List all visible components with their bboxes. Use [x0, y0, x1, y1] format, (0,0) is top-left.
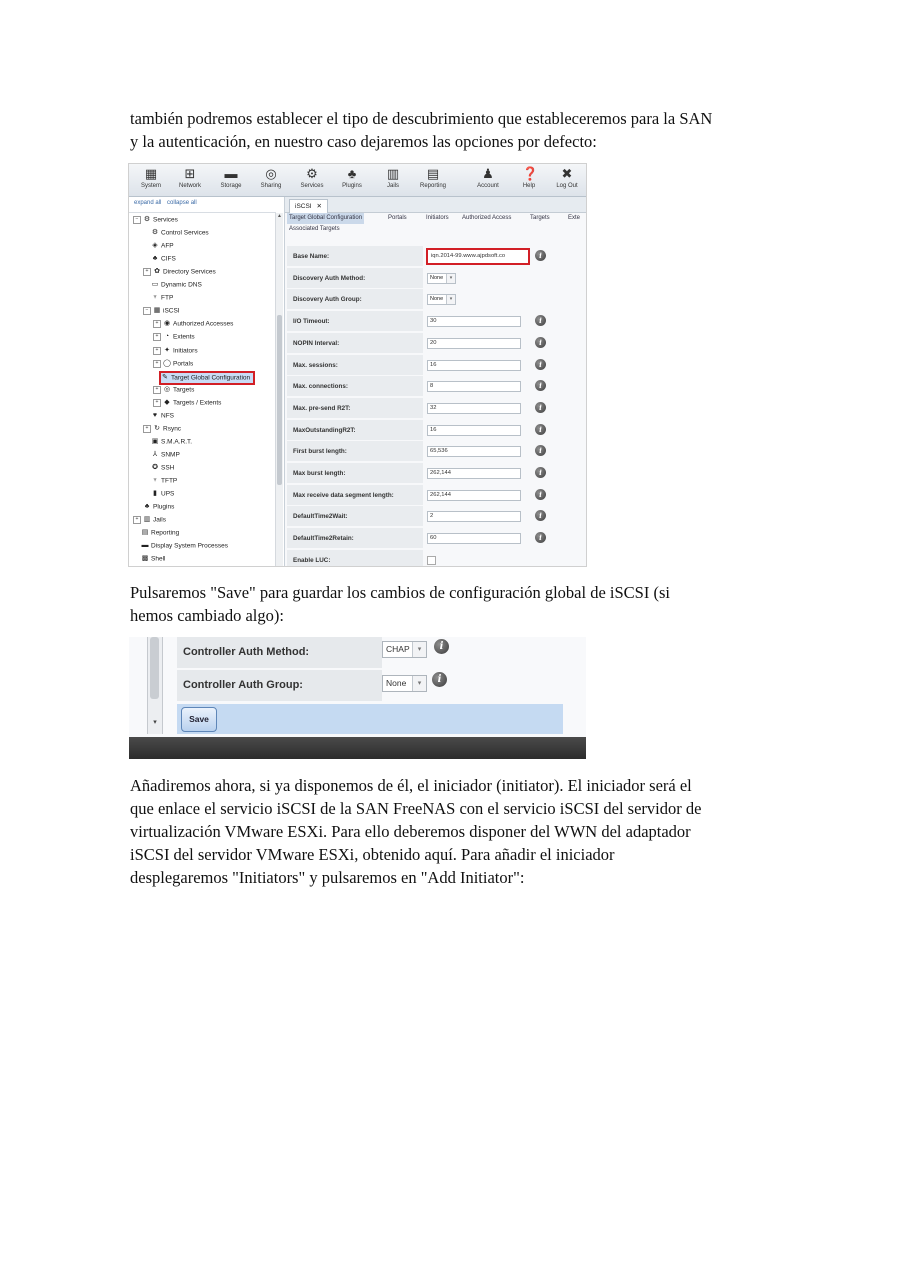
tree-item-label: Targets / Extents: [173, 399, 222, 407]
field-label: Enable LUC:: [287, 550, 423, 566]
controller-auth-group-select[interactable]: [382, 675, 427, 692]
account-icon: ♟: [482, 166, 494, 181]
toolbar-label: Services: [300, 183, 324, 189]
tree-item-directory-services[interactable]: [143, 266, 216, 278]
tree-item-s-m-a-r-t-[interactable]: [151, 436, 192, 448]
tree-item-label: Directory Services: [163, 268, 216, 276]
text-field[interactable]: 65,536: [427, 446, 521, 457]
toolbar-label: Reporting: [419, 183, 446, 189]
tree-item-extents[interactable]: [153, 331, 195, 343]
jails-icon: ▥: [386, 166, 400, 181]
toolbar-label: Jails: [386, 183, 399, 189]
text-field[interactable]: 8: [427, 381, 521, 392]
tree-node-icon: ↻: [154, 424, 160, 432]
text-field[interactable]: 30: [427, 316, 521, 327]
help-icon: ❓: [522, 166, 539, 181]
info-icon[interactable]: i: [432, 672, 447, 687]
logout-icon: ✖: [561, 166, 573, 181]
tree-item-label: Plugins: [153, 503, 175, 511]
tree-node-icon: ◈: [152, 242, 158, 250]
intro-paragraph: [130, 107, 790, 153]
tree-item-plugins[interactable]: [143, 501, 174, 513]
tree-node-icon: ♣: [144, 503, 150, 511]
text-line: hemos cambiado algo):: [130, 606, 284, 625]
tree-item-label: Services: [153, 216, 178, 224]
storage-icon: ▬: [224, 166, 238, 181]
info-icon[interactable]: i: [535, 359, 546, 370]
tree-item-display-system-processes[interactable]: [141, 540, 228, 552]
form-row: [287, 376, 583, 397]
form-row: [287, 441, 583, 462]
form-row: [287, 246, 583, 267]
tree-item-initiators[interactable]: [153, 345, 198, 357]
select-value: CHAP: [386, 644, 410, 654]
tree-item-label: Shell: [151, 556, 166, 564]
field-label: MaxOutstandingR2T:: [287, 420, 423, 441]
tree-item-label: SSH: [161, 464, 175, 472]
save-button-screenshot: [129, 637, 586, 759]
expand-icon[interactable]: +: [143, 425, 151, 433]
collapse-icon[interactable]: −: [143, 307, 151, 315]
tree-node-icon: ▩: [141, 555, 149, 563]
text-line: virtualización VMware ESXi. Para ello deberemos disponer del WWN del adaptador: [130, 822, 691, 841]
toolbar-storage-button[interactable]: [213, 165, 249, 195]
toolbar-label: Account: [477, 183, 499, 189]
controller-auth-group-label: Controller Auth Group:: [177, 670, 382, 701]
config-pane: [285, 197, 586, 566]
field-label: Max. connections:: [287, 376, 423, 397]
tree-item-snmp[interactable]: [151, 449, 180, 461]
save-paragraph: [130, 581, 790, 627]
system-icon: ▦: [144, 166, 158, 181]
tree-item-reporting[interactable]: [141, 527, 179, 539]
tree-item-iscsi[interactable]: [143, 305, 180, 317]
tree-item-label: Rsync: [163, 425, 182, 433]
freenas-iscsi-global-config-screenshot: [129, 164, 586, 566]
tree-node-icon: ✎: [162, 373, 168, 381]
tree-item-label: S.M.A.R.T.: [161, 438, 193, 446]
controller-auth-method-label: Controller Auth Method:: [177, 637, 382, 668]
subtab-target-global-configuration[interactable]: Target Global Configuration: [287, 213, 364, 224]
initiator-paragraph: [130, 774, 790, 889]
toolbar-label: Log Out: [556, 183, 578, 189]
field-label: Base Name:: [287, 246, 423, 267]
toolbar-label: Sharing: [260, 183, 282, 189]
tree-item-label: Portals: [173, 360, 194, 368]
network-icon: ⊞: [184, 166, 196, 181]
tree-node-icon: ▭: [151, 281, 159, 289]
form-row: [287, 485, 583, 506]
tree-item-targets-extents[interactable]: [153, 397, 221, 409]
toolbar-services-button[interactable]: [294, 165, 330, 195]
expand-icon[interactable]: +: [133, 516, 141, 524]
form-row: [287, 550, 583, 566]
toolbar-log-out-button[interactable]: [549, 165, 585, 195]
tree-node-icon: ⚙: [143, 216, 151, 223]
close-icon[interactable]: ✕: [316, 203, 322, 210]
tree-node-icon: ⚙: [151, 229, 159, 237]
info-icon[interactable]: i: [535, 467, 546, 478]
tree-item-label: Control Services: [161, 229, 209, 237]
tree-item-jails[interactable]: [133, 514, 166, 526]
info-icon[interactable]: i: [535, 250, 546, 261]
info-icon[interactable]: i: [434, 639, 449, 654]
subtab-initiators[interactable]: Initiators: [426, 215, 449, 221]
tree-item-cifs[interactable]: [151, 253, 176, 265]
form-row: [287, 506, 583, 527]
text-line: que enlace el servicio iSCSI de la SAN FreeNAS con el servicio iSCSI del servidor de: [130, 799, 702, 818]
tree-item-target-global-configuration[interactable]: [159, 371, 255, 385]
tree-item-label: Initiators: [173, 347, 198, 355]
field-label: First burst length:: [287, 441, 423, 462]
chevron-down-icon: ▾: [412, 676, 426, 691]
subtab-portals[interactable]: Portals: [388, 215, 407, 221]
tree-item-ftp[interactable]: [151, 292, 173, 304]
tree-item-label: SNMP: [161, 451, 180, 459]
info-icon[interactable]: i: [535, 315, 546, 326]
field-label: Discovery Auth Method:: [287, 268, 423, 289]
tree-item-ups[interactable]: [151, 488, 174, 500]
tree-item-shell[interactable]: [141, 553, 165, 565]
tree-item-label: CIFS: [161, 255, 176, 263]
tree-node-icon: ▣: [151, 437, 159, 445]
tab-bar: [285, 197, 586, 213]
select-value: None: [386, 678, 407, 688]
chevron-down-icon: ▾: [446, 295, 455, 304]
toolbar-sharing-button[interactable]: [253, 165, 289, 195]
reporting-icon: ▤: [426, 166, 440, 181]
subtab-authorized-access[interactable]: Authorized Access: [462, 215, 512, 221]
tree-node-icon: ♥: [152, 411, 158, 419]
tree-controls: [134, 200, 201, 206]
text-line: Pulsaremos "Save" para guardar los cambios de configuración global de iSCSI (si: [130, 583, 670, 602]
tree-item-rsync[interactable]: [143, 423, 181, 435]
tree-item-label: Target Global Configuration: [171, 374, 251, 382]
info-icon[interactable]: i: [535, 402, 546, 413]
controller-auth-method-select[interactable]: [382, 641, 427, 658]
form-row: [287, 420, 583, 441]
field-label: NOPIN Interval:: [287, 333, 423, 354]
tree-node-icon: ♆: [152, 477, 158, 484]
navigation-tree-pane: [129, 197, 285, 566]
field-label: DefaultTime2Wait:: [287, 506, 423, 527]
toolbar-label: Plugins: [342, 183, 362, 189]
form-row: [287, 333, 583, 354]
tree-item-label: NFS: [161, 412, 174, 420]
toolbar-account-button[interactable]: [470, 165, 506, 195]
tree-node-icon: ✪: [152, 463, 158, 471]
expand-icon[interactable]: +: [143, 268, 151, 276]
text-field[interactable]: 60: [427, 533, 521, 544]
tree-item-label: UPS: [161, 490, 175, 498]
tree-node-icon: ▥: [143, 516, 151, 524]
expand-icon[interactable]: +: [153, 320, 161, 328]
tree-node-icon: ⅄: [152, 450, 158, 458]
tree-item-label: Authorized Accesses: [173, 321, 234, 329]
tree-node-icon: ♆: [152, 294, 158, 302]
toolbar-jails-button[interactable]: [375, 165, 411, 195]
tree-scrollbar[interactable]: [275, 213, 283, 566]
tree-item-portals[interactable]: [153, 358, 193, 370]
info-icon[interactable]: i: [535, 510, 546, 521]
tree-node-icon: ◎: [163, 385, 171, 393]
tree-item-label: TFTP: [161, 477, 178, 485]
toolbar-label: System: [140, 183, 161, 189]
tree-node-icon: ♣: [152, 255, 158, 263]
toolbar-plugins-button[interactable]: [334, 165, 370, 195]
tree-item-label: Targets: [173, 386, 195, 394]
chevron-down-icon: ▾: [446, 274, 455, 283]
toolbar-label: Network: [178, 183, 201, 189]
field-label: I/O Timeout:: [287, 311, 423, 332]
save-bar: [177, 704, 563, 734]
tree-node-icon: ▬: [141, 542, 149, 550]
tree-item-label: Dynamic DNS: [161, 281, 202, 289]
scroll-thumb[interactable]: [277, 315, 282, 485]
text-field[interactable]: 262,144: [427, 490, 521, 501]
tree-item-control-services[interactable]: [151, 227, 209, 239]
text-field[interactable]: 16: [427, 425, 521, 436]
tree-node-icon: ▤: [141, 529, 149, 537]
form-row: [287, 311, 583, 332]
form-scrollbar[interactable]: [147, 637, 163, 734]
form-row: [287, 398, 583, 419]
tree-item-dynamic-dns[interactable]: [151, 279, 202, 291]
subtab-associated-targets[interactable]: Associated Targets: [289, 226, 340, 232]
expand-all-link[interactable]: expand all: [134, 200, 162, 206]
tree-item-nfs[interactable]: [151, 410, 174, 422]
select-field[interactable]: [427, 294, 456, 305]
scroll-down-arrow[interactable]: ▾: [153, 719, 157, 726]
field-label: Max receive data segment length:: [287, 485, 423, 506]
text-line: Añadiremos ahora, si ya disponemos de él, el iniciador (initiator). El iniciador será el: [130, 776, 692, 795]
toolbar-help-button[interactable]: [511, 165, 547, 195]
subtab-exte[interactable]: Exte: [568, 215, 581, 221]
tree-node-icon: ◯: [163, 359, 171, 367]
footer-bar: [129, 737, 586, 759]
text-field[interactable]: 32: [427, 403, 521, 414]
text-field[interactable]: 2: [427, 511, 521, 522]
checkbox[interactable]: [427, 556, 436, 565]
expand-icon[interactable]: +: [153, 347, 161, 355]
scroll-thumb[interactable]: [150, 637, 159, 699]
tab-label: iSCSI: [295, 203, 312, 210]
toolbar-network-button[interactable]: [172, 165, 208, 195]
info-icon[interactable]: i: [535, 337, 546, 348]
toolbar-label: Help: [522, 183, 536, 189]
tree-item-label: Display System Processes: [151, 542, 228, 550]
scroll-up-arrow[interactable]: ▲: [277, 213, 282, 219]
field-label: Max. pre-send R2T:: [287, 398, 423, 419]
subtab-targets[interactable]: Targets: [530, 215, 550, 221]
field-label: Max. sessions:: [287, 355, 423, 376]
form-row: [287, 355, 583, 376]
tree-item-label: FTP: [161, 295, 174, 303]
form-row: [287, 463, 583, 484]
top-toolbar: [129, 164, 586, 197]
text-line: y la autenticación, en nuestro caso dejaremos las opciones por defecto:: [130, 132, 597, 151]
text-line: también podremos establecer el tipo de descubrimiento que estableceremos para la SAN: [130, 109, 713, 128]
tree-node-icon: ◆: [164, 398, 170, 406]
tree-item-label: Extents: [173, 334, 195, 342]
toolbar-system-button[interactable]: [133, 165, 169, 195]
subtab-bar: [285, 213, 586, 224]
chevron-down-icon: ▾: [412, 642, 426, 657]
text-line: desplegaremos "Initiators" y pulsaremos en "Add Initiator":: [130, 868, 525, 887]
text-line: iSCSI del servidor VMware ESXi, obtenido aquí. Para añadir el iniciador: [130, 845, 615, 864]
info-icon[interactable]: i: [535, 532, 546, 543]
tree-node-icon: ◔: [164, 333, 170, 341]
expand-icon[interactable]: +: [153, 333, 161, 341]
toolbar-label: Storage: [220, 183, 242, 189]
text-field[interactable]: 262,144: [427, 468, 521, 479]
tree-item-afp[interactable]: [151, 240, 174, 252]
expand-icon[interactable]: +: [153, 360, 161, 368]
toolbar-reporting-button[interactable]: [415, 165, 451, 195]
form-row: [287, 268, 583, 289]
info-icon[interactable]: i: [535, 380, 546, 391]
tree-node-icon: ▦: [153, 307, 161, 315]
sharing-icon: ◎: [265, 166, 277, 181]
save-button[interactable]: Save: [181, 707, 217, 732]
collapse-all-link[interactable]: collapse all: [167, 200, 197, 206]
collapse-icon[interactable]: −: [133, 216, 141, 224]
text-field[interactable]: 20: [427, 338, 521, 349]
tab-iscsi[interactable]: [289, 199, 328, 213]
tree-node-icon: ◉: [163, 320, 171, 328]
tree-node-icon: ✿: [154, 268, 160, 276]
tree-node-icon: ▮: [153, 490, 157, 498]
select-value: None: [430, 274, 444, 281]
info-icon[interactable]: i: [535, 424, 546, 435]
info-icon[interactable]: i: [535, 489, 546, 500]
expand-icon[interactable]: +: [153, 399, 161, 407]
tree-item-targets[interactable]: [153, 384, 194, 396]
expand-icon[interactable]: +: [153, 386, 161, 394]
field-label: Max burst length:: [287, 463, 423, 484]
tree-item-label: iSCSI: [163, 308, 180, 316]
plugins-icon: ♣: [347, 166, 357, 181]
select-field[interactable]: [427, 273, 456, 284]
field-label: DefaultTime2Retain:: [287, 528, 423, 549]
tree-item-services[interactable]: [133, 214, 178, 226]
select-value: None: [430, 296, 444, 303]
form-row: [287, 528, 583, 549]
tree-item-label: Reporting: [151, 529, 180, 537]
tree-item-ssh[interactable]: [151, 462, 174, 474]
form-row: [287, 289, 583, 310]
text-field[interactable]: 16: [427, 360, 521, 371]
info-icon[interactable]: i: [535, 445, 546, 456]
text-field[interactable]: iqn.2014-99.www.ajpdsoft.co: [426, 248, 530, 265]
tree-divider: [129, 212, 276, 213]
tree-item-label: AFP: [161, 242, 174, 250]
tree-node-icon: ✦: [164, 346, 170, 354]
field-label: Discovery Auth Group:: [287, 289, 423, 310]
services-icon: ⚙: [306, 166, 318, 181]
tree-item-tftp[interactable]: [151, 475, 177, 487]
tree-item-authorized-accesses[interactable]: [153, 318, 233, 330]
tree-item-label: Jails: [153, 516, 167, 524]
